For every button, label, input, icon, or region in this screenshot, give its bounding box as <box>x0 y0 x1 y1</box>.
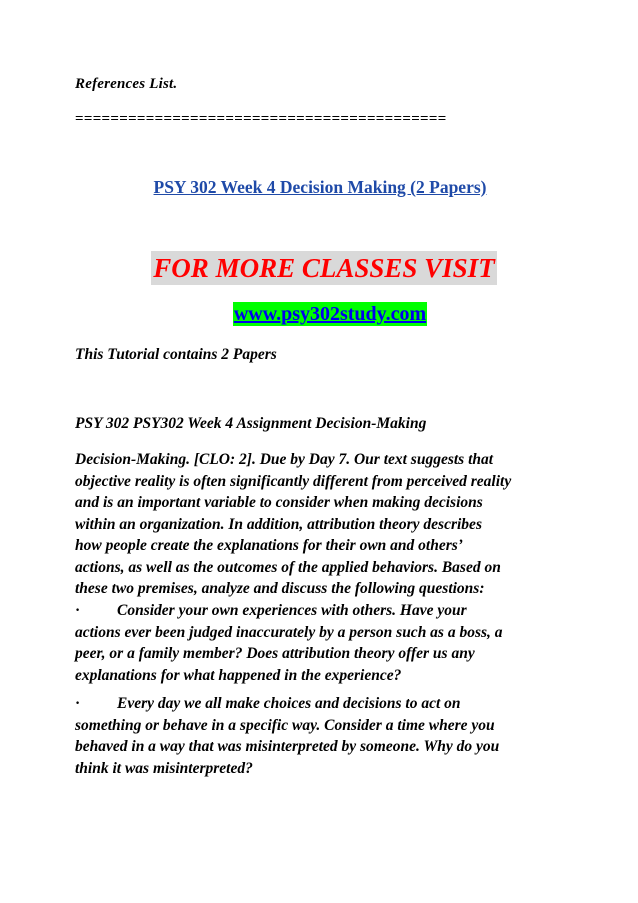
bullet-first-line <box>75 600 575 622</box>
bullet-dot-icon: · <box>75 602 81 619</box>
bullet-line: Consider your own experiences with others. Have your <box>117 602 467 619</box>
bullet-first-line <box>75 693 575 715</box>
promo-banner: FOR MORE CLASSES VISIT <box>153 253 495 283</box>
bullet-dot-icon: · <box>75 695 81 712</box>
paragraph-line: how people create the explanations for their own and others’ <box>75 537 463 554</box>
paragraph-line: within an organization. In addition, attribution theory describes <box>75 515 482 533</box>
banner-container <box>0 251 638 285</box>
bullet-line: think it was misinterpreted? <box>75 759 253 777</box>
bullet-line: something or behave in a specific way. Consider a time where you <box>75 716 495 734</box>
assignment-paragraph <box>75 449 575 600</box>
tutorial-note: This Tutorial contains 2 Papers <box>75 346 277 363</box>
references-label: References List. <box>75 76 178 92</box>
paragraph-line: objective reality is often significantly different from perceived reality <box>75 472 512 490</box>
website-link[interactable]: www.psy302study.com <box>233 303 427 325</box>
paragraph-line: and is an important variable to consider when making decisions <box>75 494 483 511</box>
bullet-question-1 <box>75 600 575 686</box>
bullet-line: actions ever been judged inaccurately by a person such as a boss, a <box>75 623 503 641</box>
paragraph-line: Decision-Making. [CLO: 2]. Due by Day 7. Our text suggests that <box>75 451 494 468</box>
course-title-link[interactable]: PSY 302 Week 4 Decision Making (2 Papers) <box>153 177 487 197</box>
bullet-line: behaved in a way that was misinterpreted by someone. Why do you <box>75 738 500 755</box>
bullet-line: peer, or a family member? Does attribution theory offer us any <box>75 645 475 662</box>
website-container <box>0 302 638 326</box>
paragraph-line: actions, as well as the outcomes of the applied behaviors. Based on <box>75 558 501 576</box>
paragraph-line: these two premises, analyze and discuss the following questions: <box>75 580 485 597</box>
assignment-heading: PSY 302 PSY302 Week 4 Assignment Decision-Making <box>75 415 427 432</box>
bullet-line: Every day we all make choices and decisions to act on <box>117 695 461 712</box>
separator-line: ========================================== <box>75 111 447 127</box>
bullet-question-2 <box>75 693 575 779</box>
bullet-line: explanations for what happened in the experience? <box>75 666 402 684</box>
